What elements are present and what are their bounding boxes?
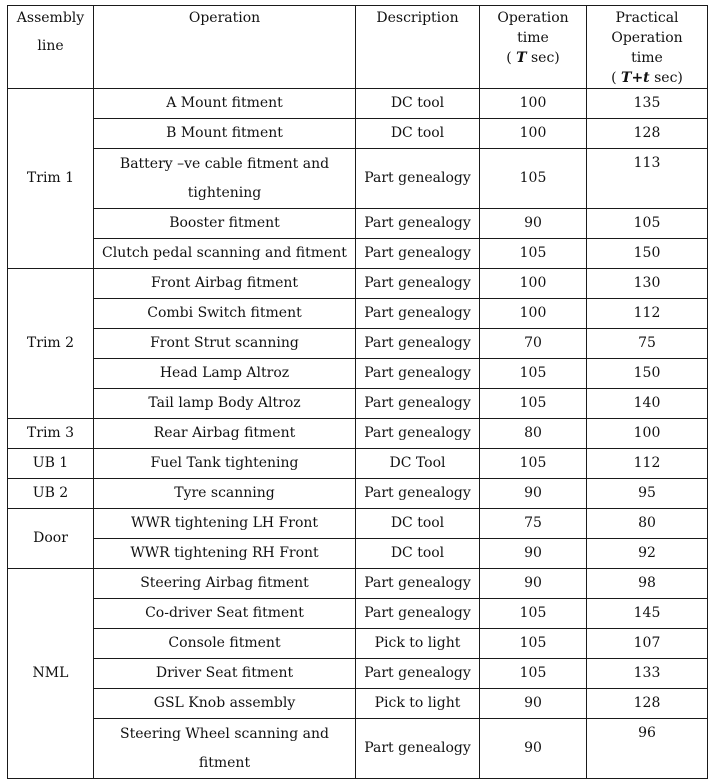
operation-cell: Driver Seat fitment bbox=[94, 659, 356, 689]
operation-time-cell: 105 bbox=[480, 239, 587, 269]
operation-time-cell: 90 bbox=[480, 209, 587, 239]
operation-cell: Combi Switch fitment bbox=[94, 299, 356, 329]
operation-time-cell: 80 bbox=[480, 419, 587, 449]
operation-time-cell: 105 bbox=[480, 629, 587, 659]
description-cell: Part genealogy bbox=[356, 419, 480, 449]
operation-cell: WWR tightening LH Front bbox=[94, 509, 356, 539]
operation-cell: B Mount fitment bbox=[94, 119, 356, 149]
description-cell: DC tool bbox=[356, 89, 480, 119]
table-row bbox=[8, 359, 708, 389]
table-row bbox=[8, 509, 708, 539]
description-cell: Part genealogy bbox=[356, 329, 480, 359]
practical-time-cell: 92 bbox=[587, 539, 708, 569]
table-row bbox=[8, 329, 708, 359]
operation-time-cell: 105 bbox=[480, 449, 587, 479]
operation-time-cell: 90 bbox=[480, 689, 587, 719]
header-operation-time: Operation time ( T sec) bbox=[480, 6, 587, 89]
operation-time-cell: 90 bbox=[480, 539, 587, 569]
practical-time-cell: 133 bbox=[587, 659, 708, 689]
assembly-line-cell: UB 2 bbox=[8, 479, 94, 509]
practical-time-cell: 95 bbox=[587, 479, 708, 509]
operation-time-cell: 90 bbox=[480, 569, 587, 599]
operations-table bbox=[7, 5, 708, 779]
header-assembly-line: Assembly line bbox=[8, 6, 94, 89]
operation-time-cell: 100 bbox=[480, 299, 587, 329]
assembly-line-cell: Trim 2 bbox=[8, 269, 94, 419]
table-row bbox=[8, 629, 708, 659]
assembly-line-cell: Trim 3 bbox=[8, 419, 94, 449]
operation-cell: Tail lamp Body Altroz bbox=[94, 389, 356, 419]
practical-time-cell: 80 bbox=[587, 509, 708, 539]
assembly-line-cell: Door bbox=[8, 509, 94, 569]
description-cell: DC tool bbox=[356, 539, 480, 569]
table-row bbox=[8, 299, 708, 329]
operation-time-cell: 90 bbox=[480, 479, 587, 509]
header-practical-operation-time: Practical Operation time ( T+t sec) bbox=[587, 6, 708, 89]
description-cell: DC Tool bbox=[356, 449, 480, 479]
assembly-line-cell: UB 1 bbox=[8, 449, 94, 479]
description-cell: Pick to light bbox=[356, 629, 480, 659]
description-cell: Part genealogy bbox=[356, 239, 480, 269]
operation-time-cell: 70 bbox=[480, 329, 587, 359]
operation-cell: Console fitment bbox=[94, 629, 356, 659]
operation-cell: WWR tightening RH Front bbox=[94, 539, 356, 569]
practical-time-cell: 150 bbox=[587, 359, 708, 389]
table-row bbox=[8, 119, 708, 149]
operation-cell: Steering Wheel scanning and fitment bbox=[94, 719, 356, 779]
operation-cell: A Mount fitment bbox=[94, 89, 356, 119]
operation-time-cell: 105 bbox=[480, 599, 587, 629]
operation-cell: Fuel Tank tightening bbox=[94, 449, 356, 479]
operation-time-cell: 105 bbox=[480, 389, 587, 419]
operation-time-cell: 105 bbox=[480, 659, 587, 689]
practical-time-cell: 113 bbox=[587, 149, 708, 209]
operation-time-cell: 105 bbox=[480, 149, 587, 209]
operation-cell: Rear Airbag fitment bbox=[94, 419, 356, 449]
table-row bbox=[8, 389, 708, 419]
description-cell: Pick to light bbox=[356, 689, 480, 719]
description-cell: Part genealogy bbox=[356, 299, 480, 329]
description-cell: Part genealogy bbox=[356, 149, 480, 209]
practical-time-cell: 107 bbox=[587, 629, 708, 659]
table-row bbox=[8, 449, 708, 479]
operation-time-cell: 100 bbox=[480, 119, 587, 149]
operation-cell: Steering Airbag fitment bbox=[94, 569, 356, 599]
table-row bbox=[8, 539, 708, 569]
operation-time-cell: 105 bbox=[480, 359, 587, 389]
practical-time-cell: 130 bbox=[587, 269, 708, 299]
operation-time-cell: 100 bbox=[480, 269, 587, 299]
description-cell: Part genealogy bbox=[356, 479, 480, 509]
practical-time-cell: 98 bbox=[587, 569, 708, 599]
description-cell: Part genealogy bbox=[356, 719, 480, 779]
table-row bbox=[8, 209, 708, 239]
description-cell: Part genealogy bbox=[356, 389, 480, 419]
operation-cell: Clutch pedal scanning and fitment bbox=[94, 239, 356, 269]
table-row bbox=[8, 419, 708, 449]
operation-cell: Tyre scanning bbox=[94, 479, 356, 509]
table-row bbox=[8, 689, 708, 719]
assembly-line-cell: NML bbox=[8, 569, 94, 779]
description-cell: DC tool bbox=[356, 509, 480, 539]
operation-cell: Front Strut scanning bbox=[94, 329, 356, 359]
table-row bbox=[8, 89, 708, 119]
practical-time-cell: 140 bbox=[587, 389, 708, 419]
description-cell: Part genealogy bbox=[356, 569, 480, 599]
description-cell: Part genealogy bbox=[356, 359, 480, 389]
table-row bbox=[8, 569, 708, 599]
table-row bbox=[8, 599, 708, 629]
practical-time-cell: 100 bbox=[587, 419, 708, 449]
practical-time-cell: 112 bbox=[587, 299, 708, 329]
practical-time-cell: 96 bbox=[587, 719, 708, 779]
practical-time-cell: 112 bbox=[587, 449, 708, 479]
header-row bbox=[8, 6, 708, 89]
description-cell: Part genealogy bbox=[356, 209, 480, 239]
operation-cell: GSL Knob assembly bbox=[94, 689, 356, 719]
operation-cell: Co-driver Seat fitment bbox=[94, 599, 356, 629]
operation-cell: Booster fitment bbox=[94, 209, 356, 239]
operation-time-cell: 75 bbox=[480, 509, 587, 539]
operation-time-cell: 90 bbox=[480, 719, 587, 779]
assembly-line-cell: Trim 1 bbox=[8, 89, 94, 269]
practical-time-cell: 105 bbox=[587, 209, 708, 239]
table-row bbox=[8, 269, 708, 299]
table-row bbox=[8, 479, 708, 509]
practical-time-cell: 128 bbox=[587, 119, 708, 149]
table-row bbox=[8, 239, 708, 269]
description-cell: Part genealogy bbox=[356, 269, 480, 299]
practical-time-cell: 135 bbox=[587, 89, 708, 119]
table-body bbox=[8, 89, 708, 779]
practical-time-cell: 150 bbox=[587, 239, 708, 269]
header-operation: Operation bbox=[94, 6, 356, 89]
practical-time-cell: 128 bbox=[587, 689, 708, 719]
operation-time-cell: 100 bbox=[480, 89, 587, 119]
header-description: Description bbox=[356, 6, 480, 89]
operation-cell: Battery –ve cable fitment and tightening bbox=[94, 149, 356, 209]
operation-cell: Head Lamp Altroz bbox=[94, 359, 356, 389]
table-row bbox=[8, 719, 708, 779]
practical-time-cell: 145 bbox=[587, 599, 708, 629]
description-cell: Part genealogy bbox=[356, 659, 480, 689]
practical-time-cell: 75 bbox=[587, 329, 708, 359]
table-row bbox=[8, 659, 708, 689]
description-cell: Part genealogy bbox=[356, 599, 480, 629]
operation-cell: Front Airbag fitment bbox=[94, 269, 356, 299]
description-cell: DC tool bbox=[356, 119, 480, 149]
table-row bbox=[8, 149, 708, 209]
